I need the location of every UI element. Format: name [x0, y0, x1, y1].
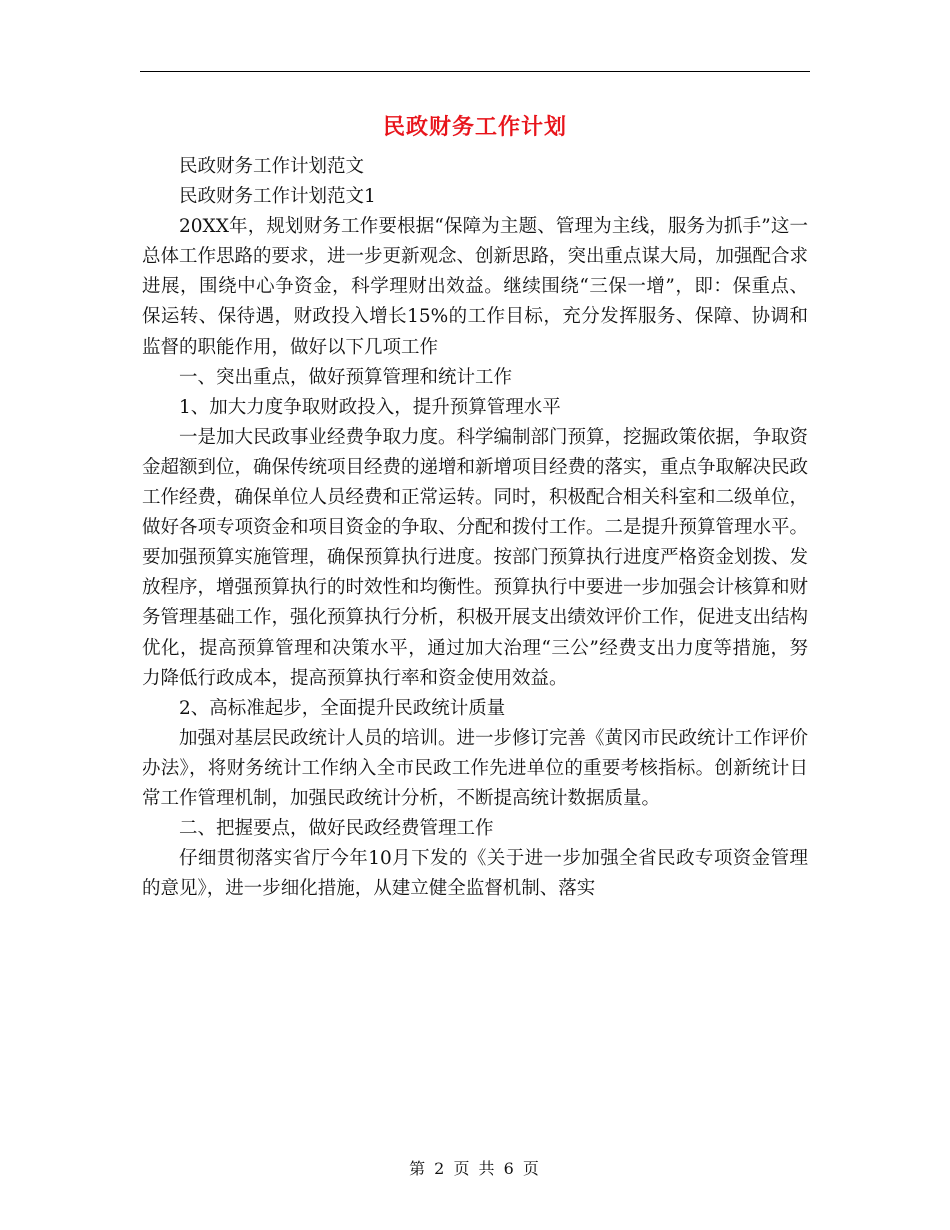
paragraph: 加强对基层民政统计人员的培训。进一步修订完善《黄冈市民政统计工作评价办法》，将财务统计工作纳入全市民政工作先进单位的重要考核指标。创新统计日常工作管理机制，加强民政统计分析，不断提高统计数据质量。 [142, 727, 809, 809]
document-body [142, 152, 808, 904]
paragraph: 一是加大民政事业经费争取力度。科学编制部门预算，挖掘政策依据，争取资金超额到位，确保传统项目经费的递增和新增项目经费的落实，重点争取解决民政工作经费，确保单位人员经费和正常运转。同时，积极配合相关科室和二级单位，做好各项专项资金和项目资金的争取、分配和拨付工作。二是提升预算管理水平。要加强预算实施管理，确保预算执行进度。按部门预算执行进度严格资金划拨、发放程序，增强预算执行的时效性和均衡性。预算执行中要进一步加强会计核算和财务管理基础工作，强化预算执行分析，积极开展支出绩效评价工作，促进支出结构优化，提高预算管理和决策水平，通过加大治理“三公”经费支出力度等措施，努力降低行政成本，提高预算执行率和资金使用效益。 [142, 426, 809, 689]
paragraph: 仔细贯彻落实省厅今年10月下发的《关于进一步加强全省民政专项资金管理的意见》，进一步细化措施，从建立健全监督机制、落实 [142, 848, 808, 900]
document-title: 民政财务工作计划 [382, 114, 567, 140]
paragraph: 20XX年，规划财务工作要根据“保障为主题、管理为主线，服务为抓手”这一总体工作思路的要求，进一步更新观念、创新思路，突出重点谋大局，加强配合求进展，围绕中心争资金，科学理财出效益。继续围绕“三保一增”，即：保重点、保运转、保待遇，财政投入增长15%的工作目标，充分发挥服务、保障、协调和监督的职能作用，做好以下几项工作 [142, 216, 809, 358]
header-rule [140, 71, 810, 72]
paragraph: 民政财务工作计划范文 [179, 156, 365, 177]
page-number-footer: 第 2 页 共 6 页 [409, 1159, 541, 1178]
paragraph: 民政财务工作计划范文1 [179, 186, 376, 208]
section-heading: 二、把握要点，做好民政经费管理工作 [179, 818, 494, 840]
subsection-heading: 2、高标准起步，全面提升民政统计质量 [179, 697, 506, 719]
section-heading: 一、突出重点，做好预算管理和统计工作 [179, 366, 513, 388]
subsection-heading: 1、加大力度争取财政投入，提升预算管理水平 [179, 396, 561, 418]
